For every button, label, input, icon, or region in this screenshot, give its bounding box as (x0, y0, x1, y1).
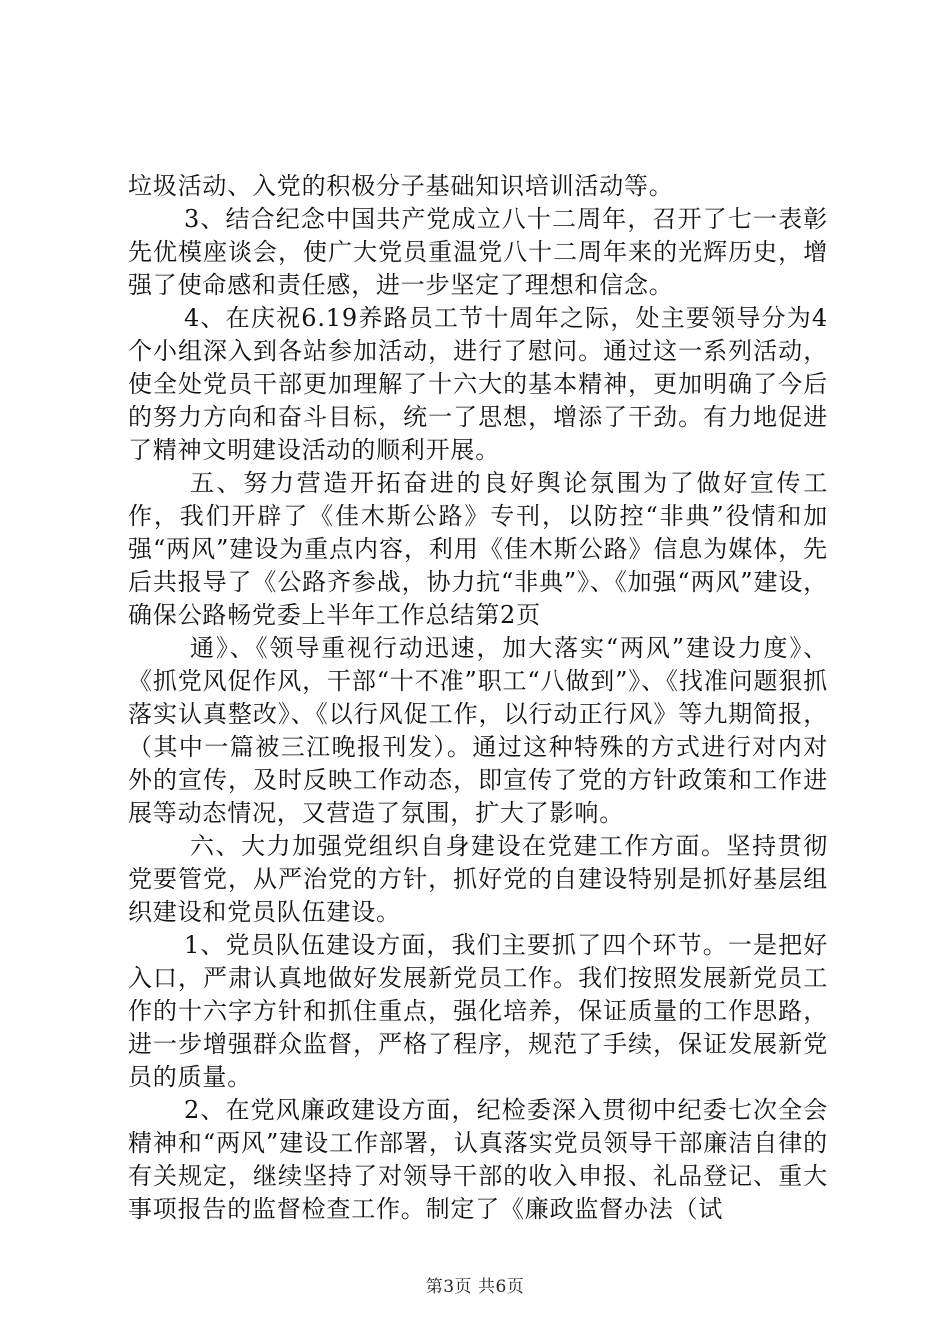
paragraph-item-4: 4、在庆祝6.19养路员工节十周年之际，处主要领导分为4个小组深入到各站参加活动，进行了慰问。通过这一系列活动，使全处党员干部更加理解了十六大的基本精神，更加明确了今后的努力方向和奋斗目标，统一了思想，增添了干劲。有力地促进了精神文明建设活动的顺利开展。 (128, 304, 828, 464)
document-body (128, 170, 828, 1226)
paragraph-item-2: 2、在党风廉政建设方面，纪检委深入贯彻中纪委七次全会精神和“两风”建设工作部署，认真落实党员领导干部廉洁自律的有关规定，继续坚持了对领导干部的收入申报、礼品登记、重大事项报告的监督检查工作。制定了《廉政监督办法（试 (128, 1096, 828, 1223)
paragraph-section-6: 六、大力加强党组织自身建设在党建工作方面。坚持贯彻党要管党，从严治党的方针，抓好党的自建设特别是抓好基层组织建设和党员队伍建设。 (128, 832, 828, 926)
paragraph-item-3: 3、结合纪念中国共产党成立八十二周年，召开了七一表彰先优模座谈会，使广大党员重温党八十二周年来的光辉历史，增强了使命感和责任感，进一步坚定了理想和信念。 (128, 205, 828, 299)
paragraph-section-5-continued: 通》、《领导重视行动迅速，加大落实“两风”建设力度》、《抓党风促作风，干部“十不准”职工“八做到”》、《找准问题狠抓落实认真整改》、《以行风促工作，以行动正行风》等九期简报，（其中一篇被三江晚报刊发）。通过这种特殊的方式进行对内对外的宣传，及时反映工作动态，即宣传了党的方针政策和工作进展等动态情况，又营造了氛围，扩大了影响。 (128, 634, 828, 827)
paragraph-item-1: 1、党员队伍建设方面，我们主要抓了四个环节。一是把好入口，严肃认真地做好发展新党员工作。我们按照发展新党员工作的十六字方针和抓住重点，强化培养，保证质量的工作思路，进一步增强群众监督，严格了程序，规范了手续，保证发展新党员的质量。 (128, 931, 828, 1091)
page-number-footer: 第3页 共6页 (425, 1277, 525, 1297)
paragraph-continuation: 垃圾活动、入党的积极分子基础知识培训活动等。 (128, 172, 674, 200)
paragraph-section-5: 五、努力营造开拓奋进的良好舆论氛围为了做好宣传工作，我们开辟了《佳木斯公路》专刊，以防控“非典”役情和加强“两风”建设为重点内容，利用《佳木斯公路》信息为媒体，先后共报导了《公路齐参战，协力抗“非典”》、《加强“两风”建设，确保公路畅党委上半年工作总结第2页 (128, 469, 828, 629)
